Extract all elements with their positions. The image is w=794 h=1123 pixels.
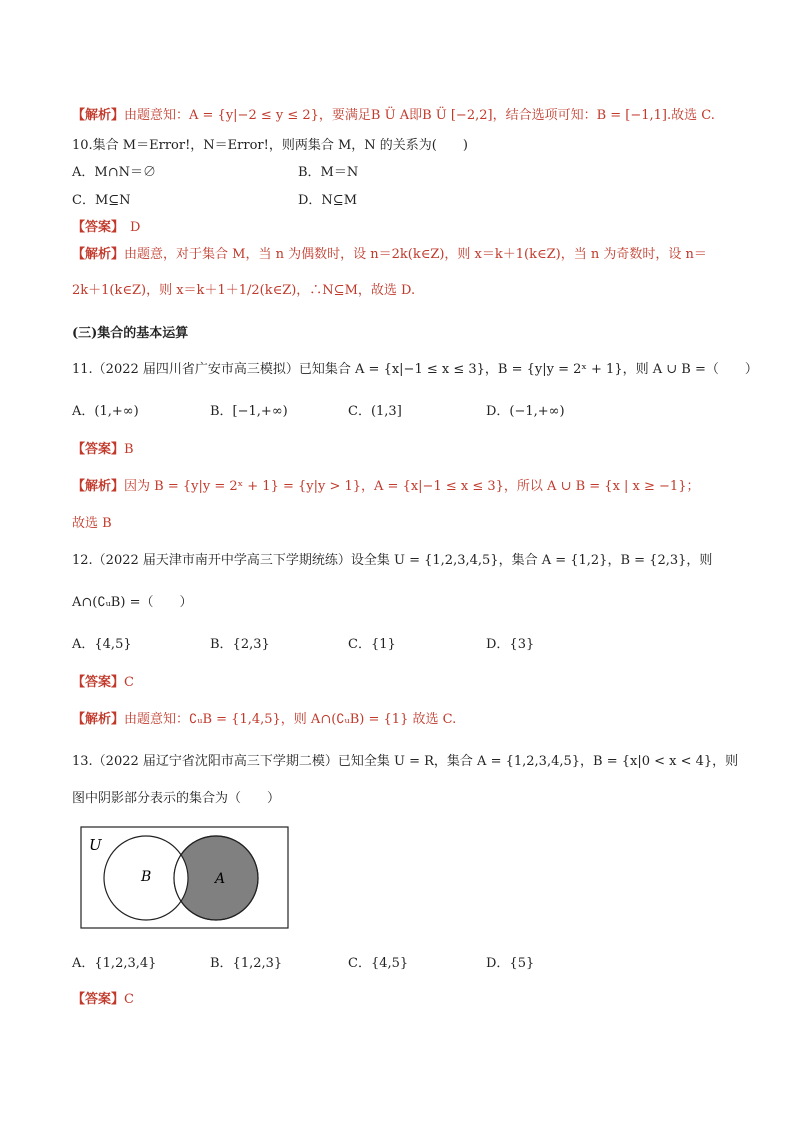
- answer-value: C: [124, 992, 134, 1007]
- q12-stem-line1: 12.（2022 届天津市南开中学高三下学期统练）设全集 U = {1,2,3,4,5}，集合 A = {1,2}，B = {2,3}，则: [72, 553, 713, 568]
- analysis-text: 由题意知：∁ᵤB = {1,4,5}，则 A∩(∁ᵤB) = {1} 故选 C.: [124, 712, 457, 727]
- q12-stem-line2: A∩(∁ᵤB) =（ ）: [72, 595, 193, 610]
- venn-label-b: B: [141, 869, 152, 885]
- analysis-text: 由题意知：A = {y|−2 ≤ y ≤ 2}，要满足B Ü A即B Ü [−2,2]，结合选项可知：B = [−1,1].故选 C.: [124, 108, 715, 123]
- q11-option-a: A．(1,+∞): [72, 404, 139, 419]
- q10-stem: 10.集合 M＝Error!，N＝Error!，则两集合 M，N 的关系为( ): [72, 138, 468, 153]
- q10-analysis-line1: [72, 246, 707, 264]
- q13-answer: [72, 991, 134, 1009]
- analysis-text: 因为 B = {y|y = 2ˣ + 1} = {y|y > 1}，A = {x|−1 ≤ x ≤ 3}，所以 A ∪ B = {x | x ≥ −1}；: [124, 479, 700, 494]
- q10-option-b: B．M＝N: [298, 165, 359, 180]
- q12-option-d: D．{3}: [486, 637, 535, 652]
- answer-value: B: [124, 442, 134, 457]
- q11-conclusion: 故选 B: [72, 516, 112, 531]
- q13-option-d: D．{5}: [486, 956, 535, 971]
- q13-option-c: C．{4,5}: [348, 956, 409, 971]
- q13-option-b: B．{1,2,3}: [210, 956, 283, 971]
- q11-analysis: [72, 478, 699, 496]
- q13-stem-line1: 13.（2022 届辽宁省沈阳市高三下学期二模）已知全集 U = R，集合 A = {1,2,3,4,5}，B = {x|0 < x < 4}，则: [72, 754, 739, 769]
- answer-tag: 【答案】: [72, 675, 125, 690]
- q10-option-c: C．M⊆N: [72, 193, 131, 208]
- q13-stem-line2: 图中阴影部分表示的集合为（ ）: [72, 791, 281, 806]
- venn-label-a: A: [215, 871, 226, 887]
- analysis-tag: 【解析】: [72, 712, 125, 727]
- q10-option-a: A．M∩N＝∅: [72, 165, 156, 180]
- q12-option-a: A．{4,5}: [72, 637, 132, 652]
- q12-option-c: C．{1}: [348, 637, 396, 652]
- q13-option-a: A．{1,2,3,4}: [72, 956, 157, 971]
- answer-value: D: [130, 220, 141, 235]
- q11-option-d: D．(−1,+∞): [486, 404, 565, 419]
- venn-label-u: U: [89, 836, 102, 854]
- q12-analysis: [72, 711, 456, 729]
- q9-analysis: [72, 107, 715, 125]
- answer-value: C: [124, 675, 134, 690]
- analysis-tag: 【解析】: [72, 247, 125, 262]
- q12-answer: [72, 674, 134, 692]
- analysis-tag: 【解析】: [72, 479, 125, 494]
- answer-tag: 【答案】: [72, 992, 125, 1007]
- q12-option-b: B．{2,3}: [210, 637, 270, 652]
- q11-option-c: C．(1,3]: [348, 404, 402, 419]
- analysis-text: 由题意，对于集合 M，当 n 为偶数时，设 n＝2k(k∈Z)，则 x＝k＋1(k∈Z)，当 n 为奇数时，设 n＝: [124, 247, 707, 262]
- q10-option-d: D．N⊆M: [298, 193, 358, 208]
- answer-tag: 【答案】: [72, 220, 125, 235]
- answer-tag: 【答案】: [72, 442, 125, 457]
- analysis-tag: 【解析】: [72, 108, 125, 123]
- q11-answer: [72, 441, 134, 459]
- q11-stem: 11.（2022 届四川省广安市高三模拟）已知集合 A = {x|−1 ≤ x ≤ 3}，B = {y|y = 2ˣ + 1}，则 A ∪ B =（ ）: [72, 362, 758, 377]
- q10-analysis-line2: 2k＋1(k∈Z)，则 x＝k＋1＋1/2(k∈Z)，∴N⊆M，故选 D.: [72, 283, 416, 298]
- q11-option-b: B．[−1,+∞): [210, 404, 288, 419]
- section-title: (三)集合的基本运算: [72, 326, 189, 341]
- venn-diagram: [80, 826, 290, 930]
- q10-answer: [72, 219, 140, 237]
